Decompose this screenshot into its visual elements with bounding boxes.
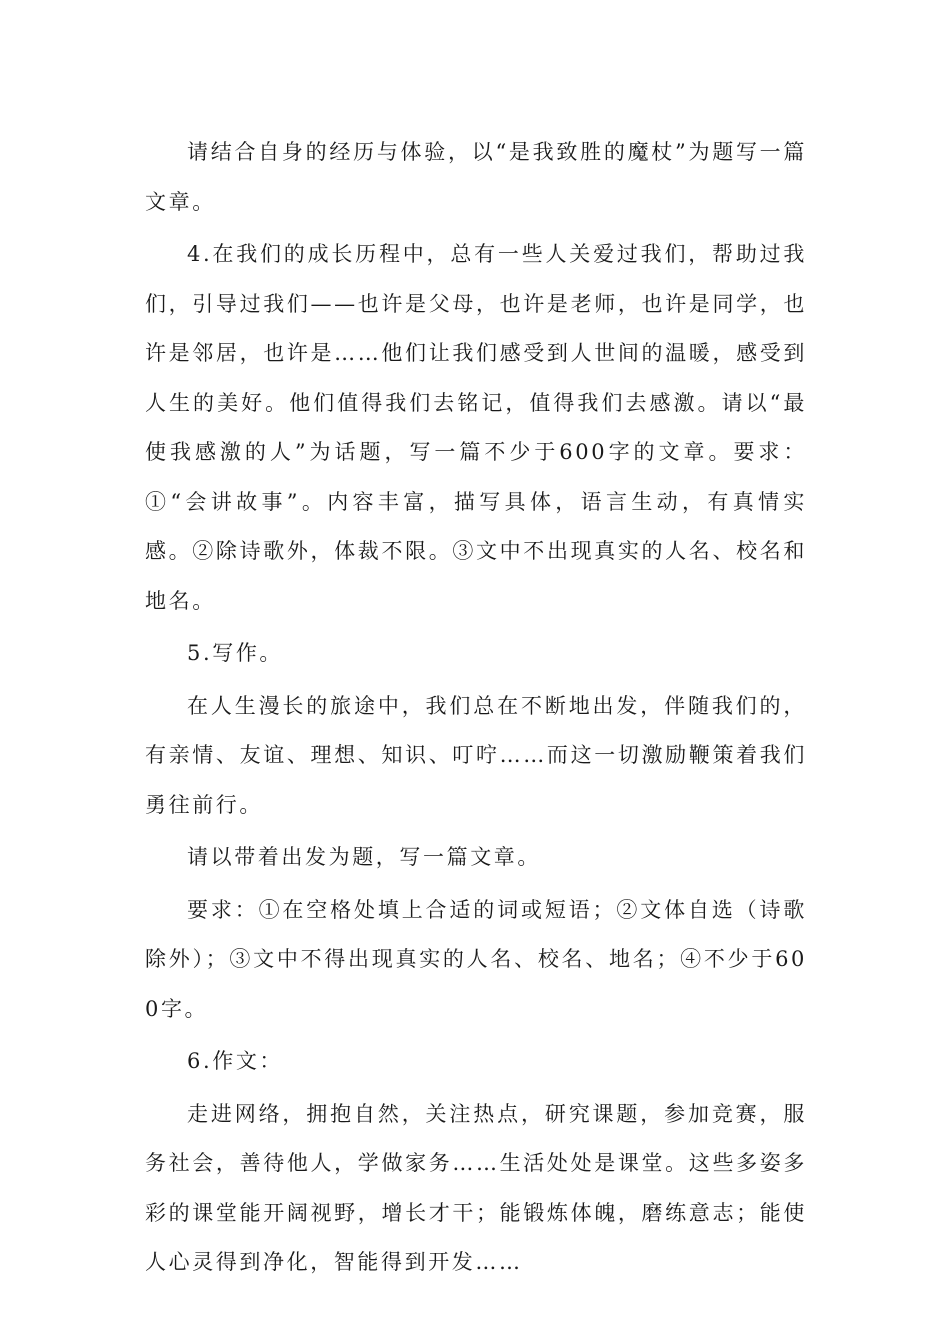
paragraph-question-5-heading: 5.写作。 [187, 641, 284, 665]
paragraph-question-4: 4.在我们的成长历程中，总有一些人关爱过我们，帮助过我们，引导过我们——也许是父母，也许是老师，也许是同学，也许是邻居，也许是……他们让我们感受到人世间的温暖，感受到人生的美好。他们值得我们去铭记，值得我们去感激。请以“最使我感激的人”为话题，写一篇不少于600字的文章。要求：①“会讲故事”。内容丰富，描写具体，语言生动，有真情实感。②除诗歌外，体裁不限。③文中不出现真实的人名、校名和地名。 [145, 242, 807, 613]
paragraph-question-5-body: 在人生漫长的旅途中，我们总在不断地出发，伴随我们的，有亲情、友谊、理想、知识、叮咛……而这一切激励鞭策着我们勇往前行。 [145, 693, 807, 817]
paragraph-question-6-heading: 6.作文： [187, 1049, 284, 1073]
paragraph-question-5-instruction: 请以带着出发为题，写一篇文章。 [187, 845, 541, 869]
paragraph-question-6-body: 走进网络，拥抱自然，关注热点，研究课题，参加竞赛，服务社会，善待他人，学做家务……生活处处是课堂。这些多姿多彩的课堂能开阔视野，增长才干；能锻炼体魄，磨练意志；能使人心灵得到净化，智能得到开发…… [145, 1101, 807, 1274]
paragraph-prompt-intro: 请结合自身的经历与体验，以“是我致胜的魔杖”为题写一篇文章。 [145, 140, 807, 214]
paragraph-question-5-requirements: 要求：①在空格处填上合适的词或短语；②文体自选（诗歌除外）；③文中不得出现真实的人名、校名、地名；④不少于600字。 [145, 897, 807, 1021]
document-page [145, 128, 807, 1291]
